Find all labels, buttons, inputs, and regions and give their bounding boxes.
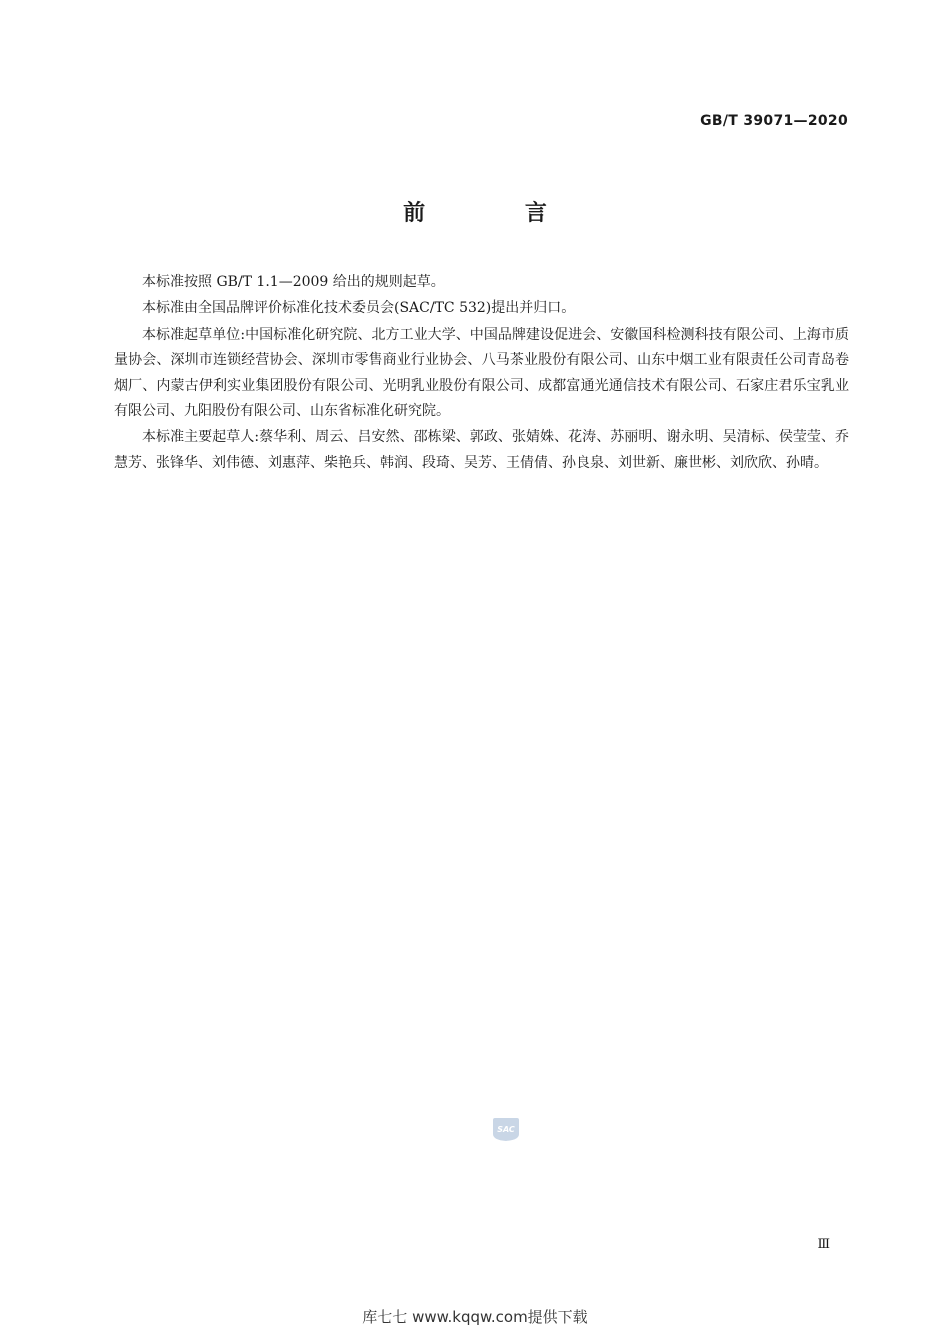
- svg-text:SAC: SAC: [497, 1125, 515, 1134]
- standard-code: GB/T 39071—2020: [700, 113, 848, 129]
- paragraph-drafters: 本标准主要起草人:蔡华利、周云、吕安然、邵栋梁、郭政、张婧姝、花涛、苏丽明、谢永明、吴清标、侯莹莹、乔慧芳、张锋华、刘伟德、刘惠萍、柴艳兵、韩润、段琦、吴芳、王倩倩、孙良泉、刘世新、廉世彬、刘欣欣、孙晴。: [114, 429, 849, 471]
- foreword-body: [114, 270, 849, 476]
- page-title: 前 言: [403, 201, 593, 226]
- paragraph-drafting-rules: 本标准按照 GB/T 1.1—2009 给出的规则起草。: [142, 274, 445, 290]
- sac-watermark-logo: [492, 1116, 520, 1142]
- paragraph-drafting-units: 本标准起草单位:中国标准化研究院、北方工业大学、中国品牌建设促进会、安徽国科检测科技有限公司、上海市质量协会、深圳市连锁经营协会、深圳市零售商业行业协会、八马茶业股份有限公司、山东中烟工业有限责任公司青岛卷烟厂、内蒙古伊利实业集团股份有限公司、光明乳业股份有限公司、成都富通光通信技术有限公司、石家庄君乐宝乳业有限公司、九阳股份有限公司、山东省标准化研究院。: [114, 326, 849, 420]
- sac-logo-icon: [492, 1116, 520, 1142]
- page-number: Ⅲ: [817, 1237, 830, 1252]
- paragraph-proposer: 本标准由全国品牌评价标准化技术委员会(SAC/TC 532)提出并归口。: [142, 300, 576, 317]
- download-footer: 库七七 www.kqqw.com提供下载: [362, 1308, 588, 1326]
